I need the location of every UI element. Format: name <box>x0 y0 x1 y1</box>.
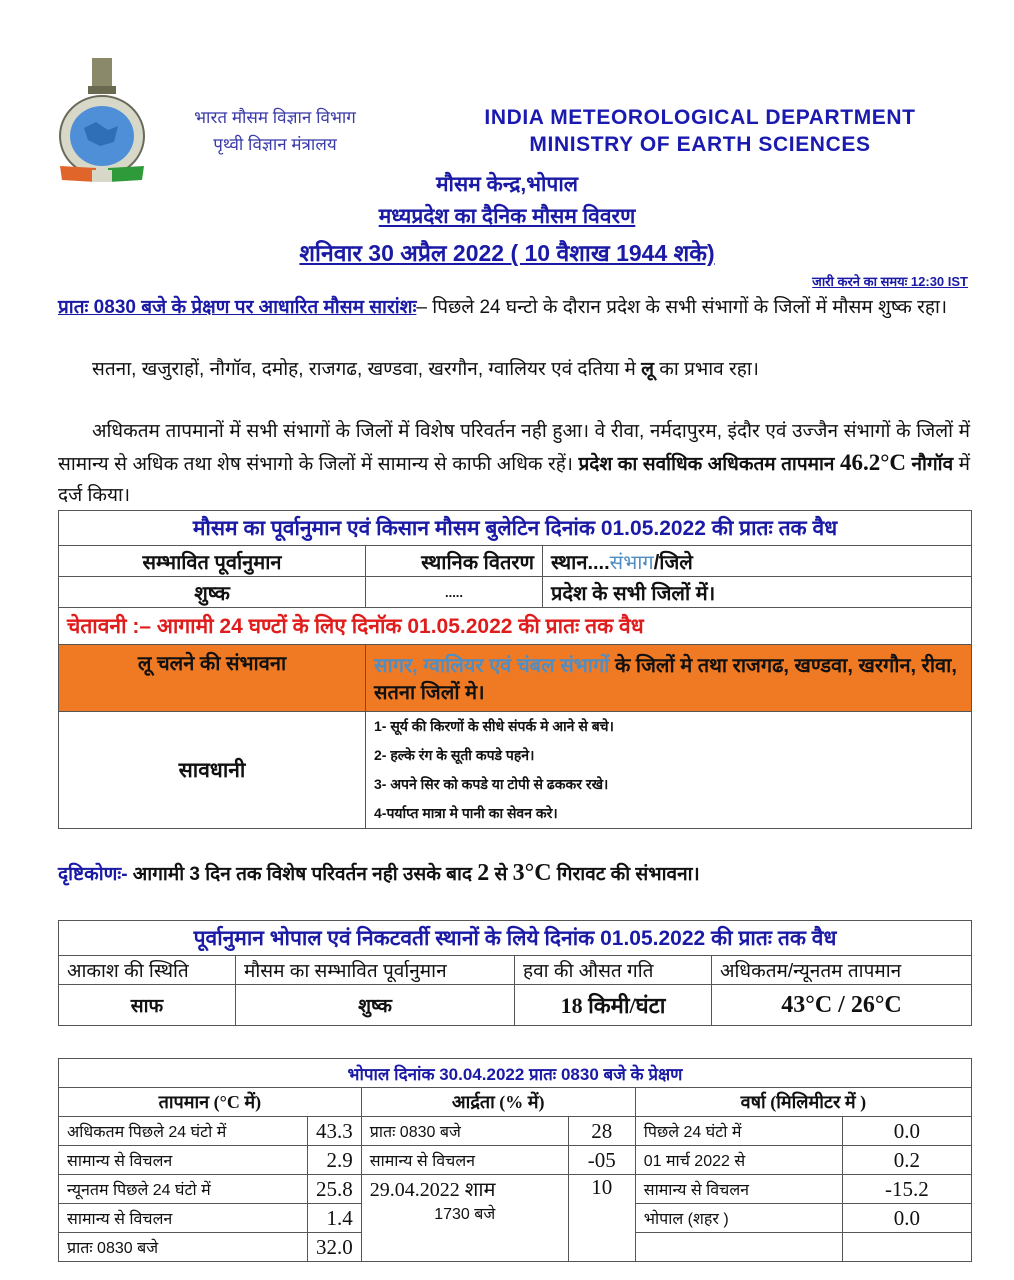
temperature-value: 43°C / 26°C <box>712 985 972 1026</box>
bulletin-title <box>0 202 1014 230</box>
heatwave-rest: के जिलों मे तथा राजगढ, खण्डवा, खरगौन, रीवा, सतना जिलों मे। <box>374 655 957 704</box>
caution-item: 2- हल्के रंग के सूती कपडे पहने। <box>374 747 535 763</box>
heatwave-label: लू चलने की संभावना <box>59 645 366 712</box>
forecast-table-title: मौसम का पूर्वानुमान एवं किसान मौसम बुलेटिन दिनांक 01.05.2022 की प्रातः तक वैध <box>59 511 972 546</box>
observations-title: भोपाल दिनांक 30.04.2022 प्रातः 0830 बजे के प्रेक्षण <box>59 1059 972 1088</box>
org-english-line2: MINISTRY OF EARTH SCIENCES <box>529 133 871 156</box>
temp-label: न्यूनतम पिछले 24 घंटो में <box>59 1175 308 1204</box>
bhopal-forecast-title: पूर्वानुमान भोपाल एवं निकटवर्ती स्थानों के लिये दिनांक 01.05.2022 की प्रातः तक वैध <box>59 921 972 956</box>
bhopal-forecast-table <box>58 920 972 1026</box>
heatwave-regions: सागर, ग्वालियर एवं चंबल संभागों <box>374 655 610 677</box>
issue-time: जारी करने का समयः 12:30 IST <box>812 274 968 289</box>
humidity-label-line2: 1730 बजे <box>434 1206 496 1223</box>
header-weather: मौसम का सम्भावित पूर्वानुमान <box>236 956 515 985</box>
org-name-hindi <box>160 104 390 158</box>
header-rainfall: वर्षा (मिलिमीटर में ) <box>635 1088 971 1117</box>
max-temp-value: 46.2°C <box>839 450 907 475</box>
caution-item: 3- अपने सिर को कपडे या टोपी से ढककर रखे। <box>374 776 609 792</box>
rain-value: 0.0 <box>842 1117 971 1146</box>
header-temperature: अधिकतम/न्यूनतम तापमान <box>712 956 972 985</box>
org-english-line1: INDIA METEOROLOGICAL DEPARTMENT <box>484 106 916 129</box>
summary-paragraph-1 <box>58 292 970 323</box>
rain-empty-value <box>842 1233 971 1262</box>
outlook <box>58 860 700 887</box>
header-sky: आकाश की स्थिति <box>59 956 236 985</box>
humidity-label-line1: 29.04.2022 शाम <box>369 1179 496 1201</box>
temp-label: सामान्य से विचलन <box>59 1204 308 1233</box>
humidity-value: -05 <box>568 1146 635 1175</box>
bulletin-title-text: मध्यप्रदेश का दैनिक मौसम विवरण <box>378 205 636 228</box>
caution-label: सावधानी <box>59 712 366 829</box>
date-line-text: शनिवार 30 अप्रैल 2022 ( 10 वैशाख 1944 शके) <box>299 240 715 266</box>
header-humidity: आर्द्रता (% में) <box>361 1088 635 1117</box>
header-wind: हवा की औसत गति <box>515 956 712 985</box>
humidity-label: सामान्य से विचलन <box>361 1146 568 1175</box>
humidity-value: 28 <box>568 1117 635 1146</box>
location-value: प्रदेश के सभी जिलों में। <box>543 577 972 608</box>
forecast-value: शुष्क <box>59 577 366 608</box>
org-hindi-line1: भारत मौसम विज्ञान विभाग <box>194 108 356 127</box>
rain-value: 0.0 <box>842 1204 971 1233</box>
table-row <box>59 1117 972 1146</box>
caution-item: 4-पर्याप्त मात्रा मे पानी का सेवन करे। <box>374 805 558 821</box>
caution-list <box>374 712 963 828</box>
header-forecast: सम्भावित पूर्वानुमान <box>59 546 366 577</box>
humidity-label <box>361 1175 568 1262</box>
center-name: मौसम केन्द्र,भोपाल <box>436 173 578 196</box>
temp-value: 43.3 <box>308 1117 362 1146</box>
header-location-b: संभाग <box>609 551 654 574</box>
observations-table <box>58 1058 972 1262</box>
humidity-value: 10 <box>568 1175 635 1262</box>
rain-value: 0.2 <box>842 1146 971 1175</box>
outlook-text-c: गिरावट की संभावना। <box>551 864 700 885</box>
rain-label: 01 मार्च 2022 से <box>635 1146 842 1175</box>
summary-p3-bold-a: प्रदेश का सर्वाधिक अधिकतम तापमान <box>578 454 840 475</box>
temp-value: 32.0 <box>308 1233 362 1262</box>
temp-value: 2.9 <box>308 1146 362 1175</box>
heatwave-areas <box>366 645 972 712</box>
summary-p2-bold: लू <box>641 359 655 380</box>
header-location-a: स्थान.... <box>551 551 610 574</box>
summary-paragraph-2 <box>58 354 970 385</box>
outlook-text-b: से <box>489 864 513 885</box>
summary-p3-bold-b: नौगॉव <box>906 454 954 475</box>
wind-value: 18 किमी/घंटा <box>515 985 712 1026</box>
header-temp: तापमान (°C में) <box>59 1088 362 1117</box>
table-row <box>59 1146 972 1175</box>
forecast-table <box>58 510 972 829</box>
temp-value: 1.4 <box>308 1204 362 1233</box>
summary-paragraph-3 <box>58 416 970 511</box>
outlook-num-a: 2 <box>477 860 490 886</box>
outlook-label: दृष्टिकोणः- <box>58 864 128 885</box>
temp-label: प्रातः 0830 बजे <box>59 1233 308 1262</box>
temp-label: सामान्य से विचलन <box>59 1146 308 1175</box>
header-location-c: /जिले <box>653 551 693 574</box>
sky-value: साफ <box>59 985 236 1026</box>
outlook-num-b: 3°C <box>512 860 552 886</box>
caution-item: 1- सूर्य की किरणों के सीधे संपर्क मे आने से बचे। <box>374 718 614 734</box>
outlook-text-a: आगामी 3 दिन तक विशेष परिवर्तन नही उसके बाद <box>127 864 478 885</box>
summary-p3-text: अधिकतम तापमानों में सभी संभागों के जिलों में विशेष परिवर्तन नही हुआ। वे रीवा, नर्मदापुरम, इंदौर एवं उज्जैन संभागों के जिलों में सामान्य से अधिक तथा शेष संभागो के जिलों में सामान्य से काफी अधिक रहें। <box>58 421 970 475</box>
imd-emblem-icon <box>56 56 148 188</box>
table-row <box>59 1175 972 1204</box>
summary-p2-after: का प्रभाव रहा। <box>654 359 760 380</box>
warning-heading: चेतावनी :– आगामी 24 घण्टों के लिए दिनॉक 01.05.2022 की प्रातः तक वैध <box>59 608 972 645</box>
org-hindi-line2: पृथ्वी विज्ञान मंत्रालय <box>213 135 337 154</box>
rain-label: पिछले 24 घंटो में <box>635 1117 842 1146</box>
summary-p2-before: सतना, खजुराहों, नौगॉव, दमोह, राजगढ, खण्डवा, खरगौन, ग्वालियर एवं दतिया मे <box>92 359 642 380</box>
rain-label: सामान्य से विचलन <box>635 1175 842 1204</box>
temp-label: अधिकतम पिछले 24 घंटो में <box>59 1117 308 1146</box>
rain-empty <box>635 1233 842 1262</box>
header-distribution: स्थानिक वितरण <box>366 546 543 577</box>
rain-value: -15.2 <box>842 1175 971 1204</box>
rain-label: भोपाल (शहर ) <box>635 1204 842 1233</box>
summary-p1-text: – पिछले 24 घन्टो के दौरान प्रदेश के सभी संभागों के जिलों में मौसम शुष्क रहा। <box>416 297 948 318</box>
summary-lead: प्रातः 0830 बजे के प्रेक्षण पर आधारित मौसम सारांशः <box>58 297 417 318</box>
header-location <box>543 546 972 577</box>
org-name-english <box>420 104 980 158</box>
temp-value: 25.8 <box>308 1175 362 1204</box>
date-line <box>0 236 1014 268</box>
weather-value: शुष्क <box>236 985 515 1026</box>
caution-list-cell <box>366 712 972 829</box>
humidity-label: प्रातः 0830 बजे <box>361 1117 568 1146</box>
distribution-value: ..... <box>366 577 543 608</box>
summary-p3-tail: में दर्ज किया। <box>58 454 970 506</box>
